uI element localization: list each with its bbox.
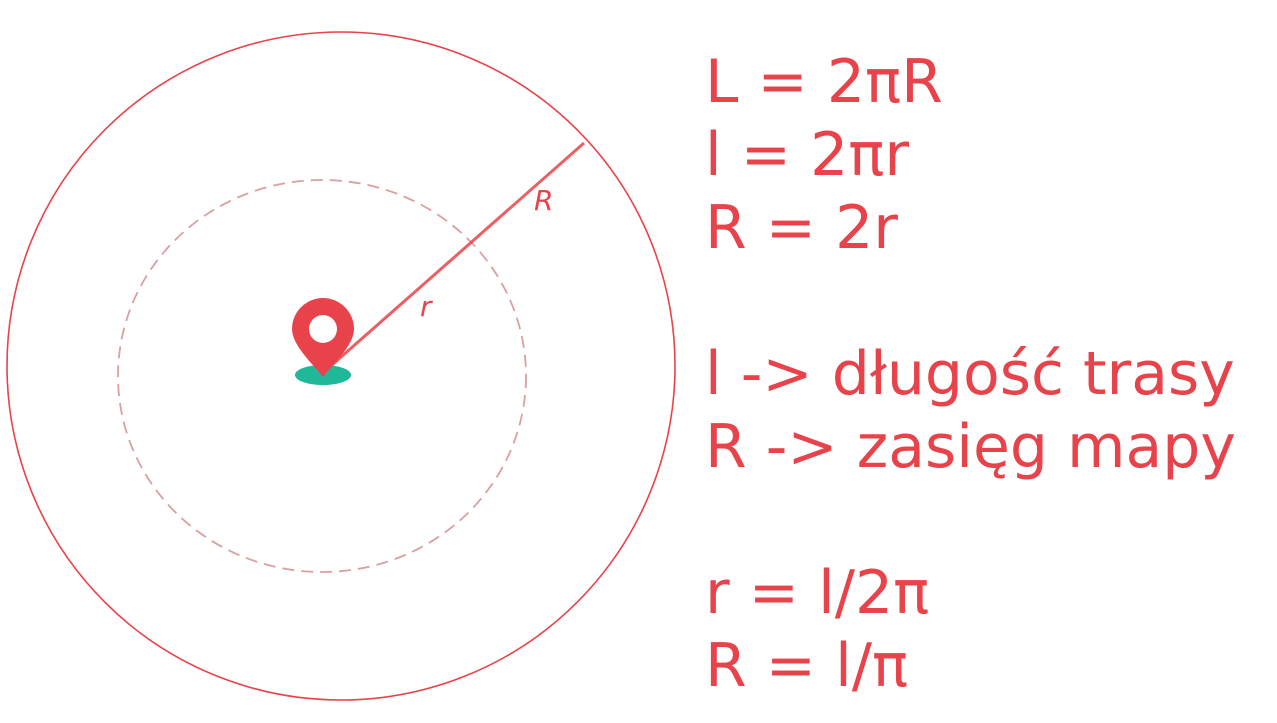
outer-circle bbox=[7, 32, 675, 700]
map-pin-icon bbox=[292, 298, 354, 385]
spacer bbox=[705, 484, 1236, 557]
formula-list bbox=[705, 46, 1236, 703]
inner-radius-label: r bbox=[420, 290, 432, 323]
formula-outer-radius: R = l/π bbox=[705, 631, 909, 701]
formula-inner-circumference: l = 2πr bbox=[705, 120, 910, 190]
outer-radius-label: R bbox=[534, 184, 554, 217]
formula-radius-relation: R = 2r bbox=[705, 193, 898, 263]
pin-hole bbox=[309, 315, 337, 343]
spacer bbox=[705, 265, 1236, 338]
radius-line bbox=[324, 143, 584, 372]
formula-outer-circumference: L = 2πR bbox=[705, 47, 943, 117]
definition-map-range: R -> zasięg mapy bbox=[705, 412, 1236, 482]
definition-route-length: l -> długość trasy bbox=[705, 339, 1235, 409]
formula-inner-radius: r = l/2π bbox=[705, 558, 930, 628]
